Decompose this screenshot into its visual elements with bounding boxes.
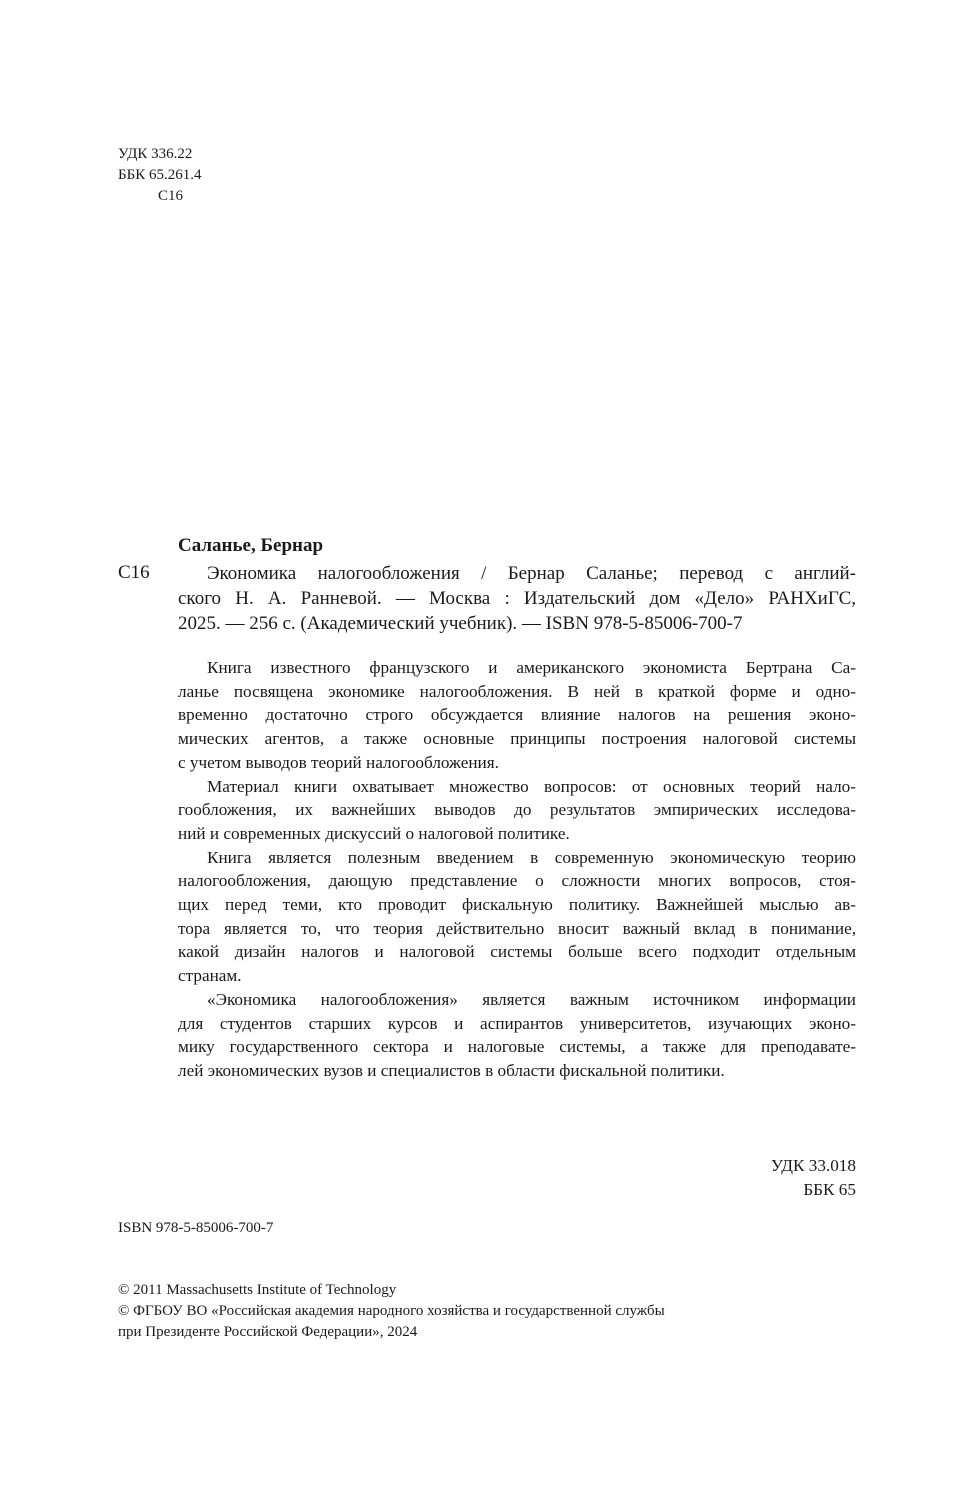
annotation-paragraph: [178, 656, 856, 775]
annotation-paragraph: [178, 775, 856, 846]
annotation: [178, 656, 856, 1083]
copyright-block: [118, 1280, 665, 1343]
copyright-line: © ФГБОУ ВО «Российская академия народного хозяйства и государственной службы: [118, 1303, 665, 1319]
isbn: ISBN 978-5-85006-700-7: [118, 1220, 274, 1236]
annotation-line: «Экономика налогообложения» является важным источником информации: [207, 989, 856, 1009]
annotation-line: мику государственного сектора и налоговые системы, а также для преподавате-: [178, 1037, 856, 1057]
author-sign-top: С16: [158, 188, 184, 204]
annotation-line: налогообложения, дающую представление о сложности многих вопросов, стоя-: [178, 871, 856, 891]
bibliographic-description: [178, 561, 856, 636]
author-heading: Саланье, Бернар: [178, 535, 324, 556]
annotation-line: гообложения, их важнейших выводов до результатов эмпирических исследова-: [178, 800, 856, 820]
classification-bottom-block: [771, 1154, 856, 1202]
bib-line: Экономика налогообложения / Бернар Саланье; перевод с англий-: [207, 563, 856, 584]
annotation-line: Книга является полезным введением в современную экономическую теорию: [207, 847, 856, 867]
annotation-line: для студентов старших курсов и аспирантов университетов, изучающих эконо-: [178, 1013, 856, 1033]
annotation-line: Книга известного французского и американского экономиста Бертрана Са-: [207, 658, 856, 677]
udk-code-top: УДК 336.22: [118, 146, 193, 162]
bib-line: 2025. — 256 с. (Академический учебник). — ISBN 978-5-85006-700-7: [178, 613, 743, 634]
annotation-line: странам.: [178, 966, 242, 986]
annotation-line: тора является то, что теория действительно вносит важный вклад в понимание,: [178, 918, 856, 938]
annotation-line: с учетом выводов теорий налогообложения.: [178, 752, 499, 772]
annotation-paragraph: [178, 846, 856, 988]
author-sign: С16: [118, 562, 150, 583]
bbk-code-top: ББК 65.261.4: [118, 167, 202, 183]
bbk-code-bottom: ББК 65: [803, 1180, 856, 1199]
annotation-line: ланье посвящена экономике налогообложения. В ней в краткой форме и одно-: [178, 681, 856, 701]
annotation-line: какой дизайн налогов и налоговой системы больше всего подходит отдельным: [178, 942, 856, 962]
annotation-paragraph: [178, 988, 856, 1083]
annotation-line: лей экономических вузов и специалистов в области фискальной политики.: [178, 1060, 725, 1080]
annotation-line: временно достаточно строго обсуждается влияние налогов на решения эконо-: [178, 705, 856, 725]
classification-top-block: [118, 144, 201, 207]
bib-line: ского Н. А. Ранневой. — Москва : Издательский дом «Дело» РАНХиГС,: [178, 588, 856, 609]
annotation-line: мических агентов, а также основные принципы построения налоговой системы: [178, 729, 856, 749]
annotation-line: щих перед теми, кто проводит фискальную политику. Важнейшей мыслью ав-: [178, 895, 856, 915]
annotation-line: ний и современных дискуссий о налоговой политике.: [178, 823, 570, 843]
copyright-line: © 2011 Massachusetts Institute of Technology: [118, 1282, 397, 1298]
udk-code-bottom: УДК 33.018: [770, 1156, 856, 1175]
copyright-line: при Президенте Российской Федерации», 2024: [118, 1324, 418, 1340]
annotation-line: Материал книги охватывает множество вопросов: от основных теорий нало-: [207, 776, 856, 796]
